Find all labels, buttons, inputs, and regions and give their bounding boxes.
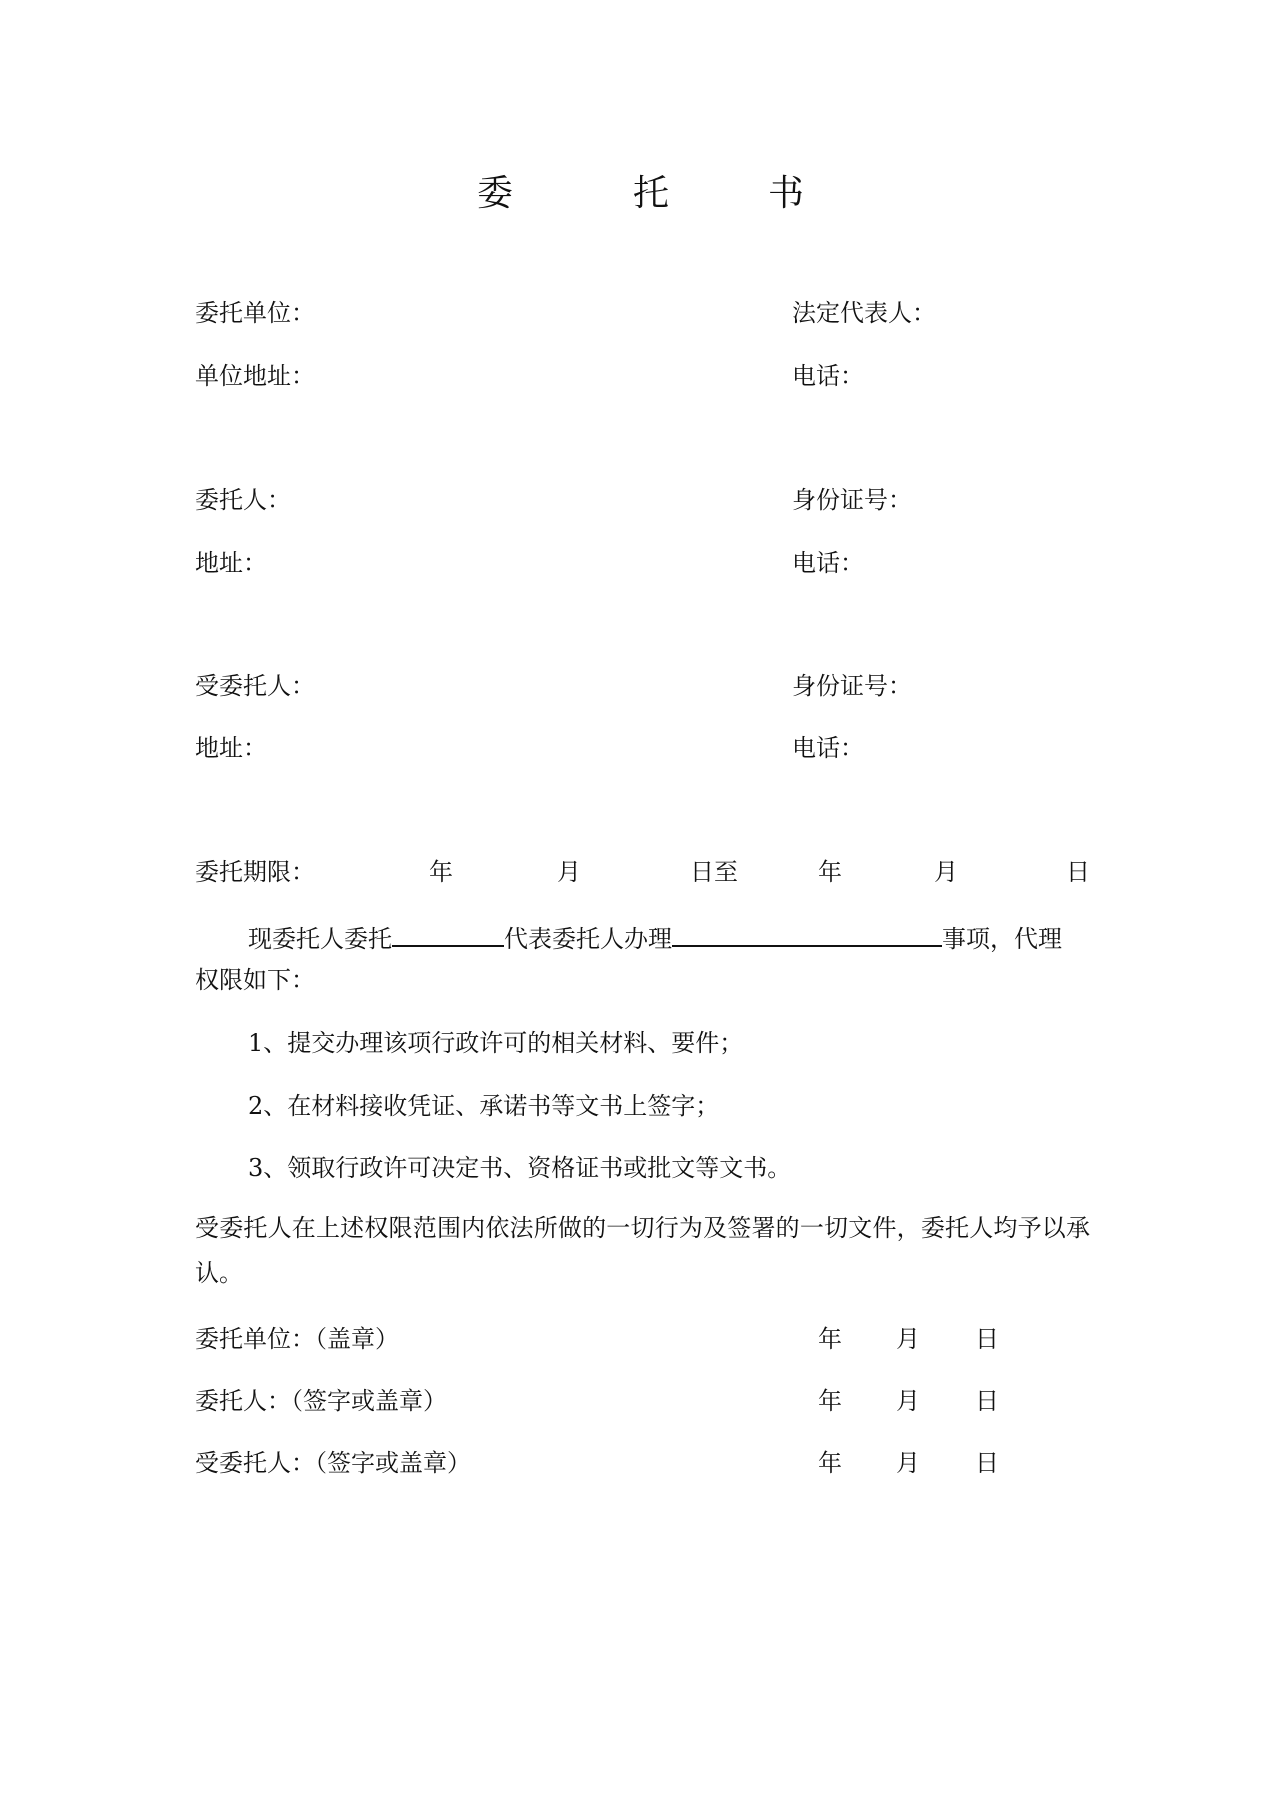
principal-address-label: 地址：	[195, 549, 267, 577]
entrusting-unit-label: 委托单位：	[195, 299, 315, 327]
power-item-1: 1、提交办理该项行政许可的相关材料、要件；	[248, 1029, 744, 1057]
principal-label: 委托人：	[195, 486, 291, 514]
title-char-3: 书	[768, 173, 805, 214]
signature-unit-year: 年	[818, 1325, 842, 1353]
delegation-text-2: 代表委托人办理	[504, 925, 672, 953]
principal-id-label: 身份证号：	[792, 486, 912, 514]
delegation-sentence	[248, 923, 1062, 951]
signature-agent-month: 月	[896, 1449, 920, 1477]
period-label: 委托期限：	[195, 858, 315, 886]
period-year-start: 年	[429, 858, 453, 886]
signature-unit-day: 日	[975, 1325, 999, 1353]
principal-phone-label: 电话：	[792, 549, 864, 577]
matter-blank[interactable]	[672, 923, 942, 947]
period-day-to: 日至	[690, 858, 738, 886]
period-year-end: 年	[818, 858, 842, 886]
legal-representative-label: 法定代表人：	[792, 299, 936, 327]
power-item-2: 2、在材料接收凭证、承诺书等文书上签字；	[248, 1092, 720, 1120]
period-month-start: 月	[557, 858, 581, 886]
power-item-3: 3、领取行政许可决定书、资格证书或批文等文书。	[248, 1154, 792, 1182]
delegation-line-2: 权限如下：	[195, 966, 315, 994]
delegation-text-3: 事项，代理	[942, 925, 1062, 953]
delegation-text-1: 现委托人委托	[248, 925, 392, 953]
signature-principal-year: 年	[818, 1387, 842, 1415]
agent-phone-label: 电话：	[792, 734, 864, 762]
period-month-end: 月	[934, 858, 958, 886]
agent-address-label: 地址：	[195, 734, 267, 762]
signature-agent-label: 受委托人：（签字或盖章）	[195, 1449, 471, 1477]
signature-agent-day: 日	[975, 1449, 999, 1477]
agent-label: 受委托人：	[195, 672, 315, 700]
signature-agent-year: 年	[818, 1449, 842, 1477]
page-title	[0, 173, 1280, 216]
signature-principal-day: 日	[975, 1387, 999, 1415]
acknowledgement-paragraph: 受委托人在上述权限范围内依法所做的一切行为及签署的一切文件，委托人均予以承认。	[195, 1214, 1090, 1287]
title-char-2: 托	[633, 173, 670, 214]
unit-phone-label: 电话：	[792, 362, 864, 390]
agent-id-label: 身份证号：	[792, 672, 912, 700]
agent-name-blank[interactable]	[392, 923, 504, 947]
period-day-end: 日	[1066, 858, 1090, 886]
signature-principal-month: 月	[896, 1387, 920, 1415]
signature-principal-label: 委托人：（签字或盖章）	[195, 1387, 447, 1415]
signature-unit-label: 委托单位：（盖章）	[195, 1325, 399, 1353]
unit-address-label: 单位地址：	[195, 362, 315, 390]
signature-unit-month: 月	[896, 1325, 920, 1353]
title-char-1: 委	[477, 173, 514, 214]
